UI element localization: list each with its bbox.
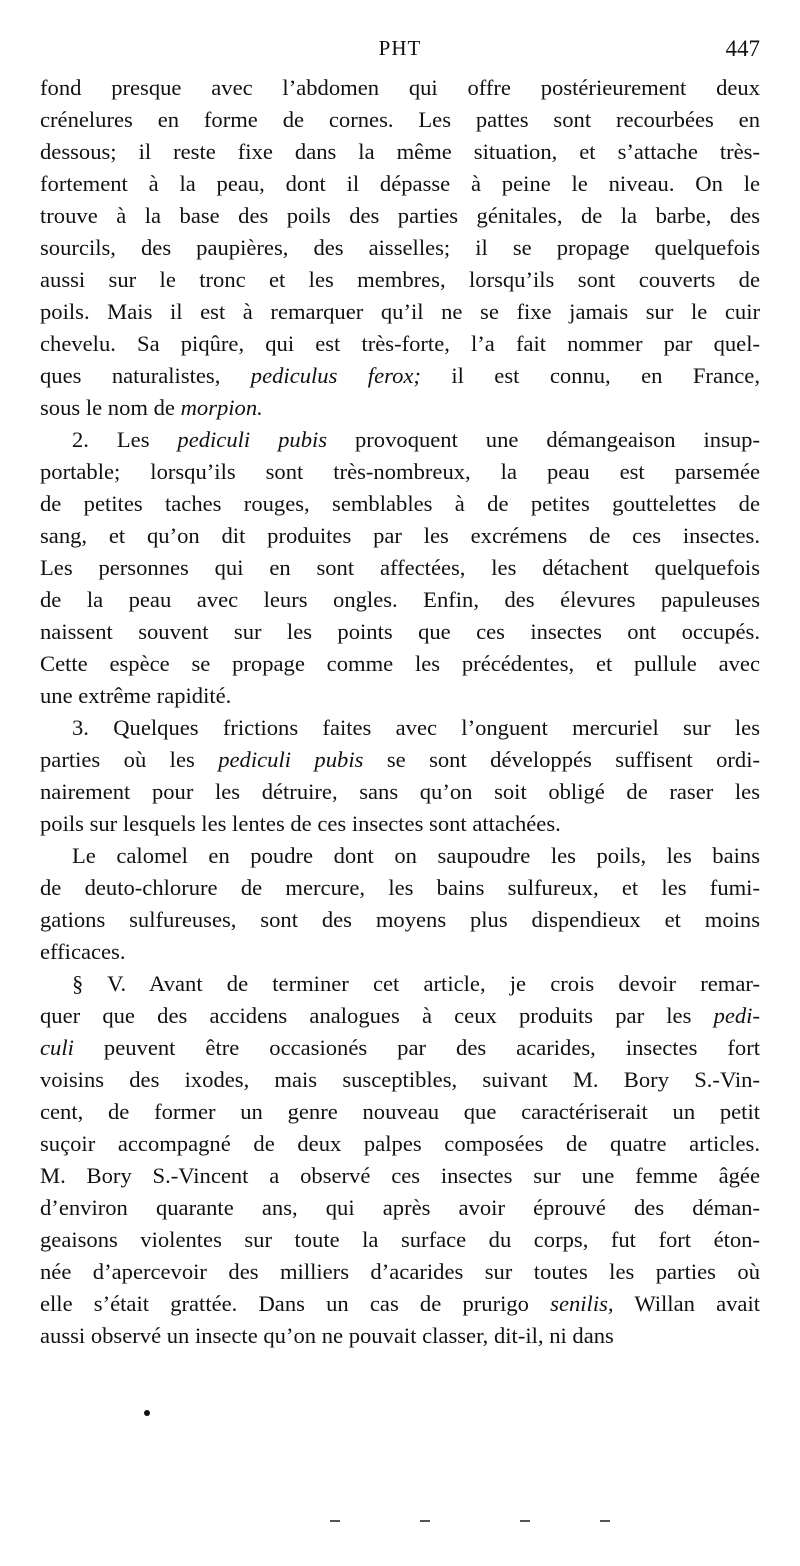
text-segment: § V. Avant de terminer cet article, je crois devoir remar- <box>72 971 760 996</box>
text-line: de deuto-chlorure de mercure, les bains sulfureux, et les fumi- <box>40 875 760 900</box>
text-line: de la peau avec leurs ongles. Enfin, des élevures papuleuses <box>40 587 760 612</box>
text-line: efficaces. <box>40 939 126 964</box>
text-line: Les personnes qui en sont affectées, les détachent quelquefois <box>40 555 760 580</box>
text-line: sourcils, des paupières, des aisselles; il se propage quelquefois <box>40 235 760 260</box>
text-segment: se sont développés suffisent ordi- <box>363 747 760 772</box>
text-line: voisins des ixodes, mais susceptibles, suivant M. Bory S.-Vin- <box>40 1067 760 1092</box>
italic-term: culi <box>40 1035 74 1060</box>
italic-term: pediculus ferox; <box>250 363 421 388</box>
text-segment: sous le nom de <box>40 395 181 420</box>
body-text <box>40 72 760 1352</box>
text-line: cent, de former un genre nouveau que caractériserait un petit <box>40 1099 760 1124</box>
text-line: crénelures en forme de cornes. Les pattes sont recourbées en <box>40 107 760 132</box>
text-segment: parties où les <box>40 747 219 772</box>
text-line: d’environ quarante ans, qui après avoir éprouvé des déman- <box>40 1195 760 1220</box>
stray-dash-mark <box>520 1520 530 1522</box>
text-segment: ques naturalistes, <box>40 363 251 388</box>
italic-term: senilis, <box>550 1291 614 1316</box>
paragraph <box>40 968 760 1352</box>
text-line: 3. Quelques frictions faites avec l’onguent mercuriel sur les <box>72 715 760 740</box>
text-line: poils sur lesquels les lentes de ces insectes sont attachées. <box>40 811 561 836</box>
paragraph <box>40 712 760 840</box>
running-title: PHT <box>378 36 422 60</box>
text-line: aussi sur le tronc et les membres, lorsqu’ils sont couverts de <box>40 267 760 292</box>
italic-term: pediculi pubis <box>218 747 364 772</box>
text-segment: il est connu, en France, <box>420 363 760 388</box>
stray-dot-mark <box>144 1410 150 1416</box>
text-line: fortement à la peau, dont il dépasse à peine le niveau. On le <box>40 171 760 196</box>
text-line: née d’apercevoir des milliers d’acarides sur toutes les parties où <box>40 1259 760 1284</box>
book-page <box>40 30 760 1530</box>
text-line <box>40 424 760 456</box>
text-line: trouve à la base des poils des parties génitales, de la barbe, des <box>40 203 760 228</box>
text-line: nairement pour les détruire, sans qu’on soit obligé de raser les <box>40 779 760 804</box>
text-line <box>40 1000 760 1032</box>
text-line: une extrême rapidité. <box>40 683 232 708</box>
text-line: suçoir accompagné de deux palpes composées de quatre articles. <box>40 1131 760 1156</box>
paragraph <box>40 424 760 712</box>
text-line: Le calomel en poudre dont on saupoudre les poils, les bains <box>72 843 760 868</box>
text-line: portable; lorsqu’ils sont très-nombreux, la peau est parsemée <box>40 459 760 484</box>
text-segment: quer que des accidens analogues à ceux produits par les <box>40 1003 714 1028</box>
text-line: sang, et qu’on dit produites par les excrémens de ces insectes. <box>40 523 760 548</box>
text-segment: peuvent être occasionés par des acarides, insectes fort <box>73 1035 760 1060</box>
text-segment: provoquent une démangeaison insup- <box>327 427 760 452</box>
text-line: Cette espèce se propage comme les précédentes, et pullule avec <box>40 651 760 676</box>
text-line <box>40 1288 760 1320</box>
text-line <box>40 968 760 1000</box>
italic-term: morpion. <box>180 395 263 420</box>
stray-dash-mark <box>600 1520 610 1522</box>
text-line: gations sulfureuses, sont des moyens plus dispendieux et moins <box>40 907 760 932</box>
text-line <box>40 744 760 776</box>
text-line <box>40 360 760 392</box>
paragraph <box>40 840 760 968</box>
italic-term: pediculi pubis <box>177 427 328 452</box>
text-line <box>40 392 760 424</box>
text-line: geaisons violentes sur toute la surface du corps, fut fort éton- <box>40 1227 760 1252</box>
stray-dash-mark <box>420 1520 430 1522</box>
stray-dash-mark <box>330 1520 340 1522</box>
running-header <box>40 30 760 72</box>
text-line: chevelu. Sa piqûre, qui est très-forte, l’a fait nommer par quel- <box>40 331 760 356</box>
italic-term: pedi- <box>713 1003 760 1028</box>
text-line <box>40 1032 760 1064</box>
text-segment: Willan avait <box>613 1291 761 1316</box>
text-segment: 2. Les <box>72 427 178 452</box>
paragraph <box>40 72 760 424</box>
text-line: naissent souvent sur les points que ces insectes ont occupés. <box>40 619 760 644</box>
text-line: aussi observé un insecte qu’on ne pouvait classer, dit-il, ni dans <box>40 1323 614 1348</box>
text-line: M. Bory S.-Vincent a observé ces insectes sur une femme âgée <box>40 1163 760 1188</box>
text-line: fond presque avec l’abdomen qui offre postérieurement deux <box>40 75 760 100</box>
text-line: de petites taches rouges, semblables à de petites gouttelettes de <box>40 491 760 516</box>
text-segment: elle s’était grattée. Dans un cas de prurigo <box>40 1291 551 1316</box>
text-line: poils. Mais il est à remarquer qu’il ne se fixe jamais sur le cuir <box>40 299 760 324</box>
text-line: dessous; il reste fixe dans la même situation, et s’attache très- <box>40 139 760 164</box>
page-number: 447 <box>725 36 760 61</box>
